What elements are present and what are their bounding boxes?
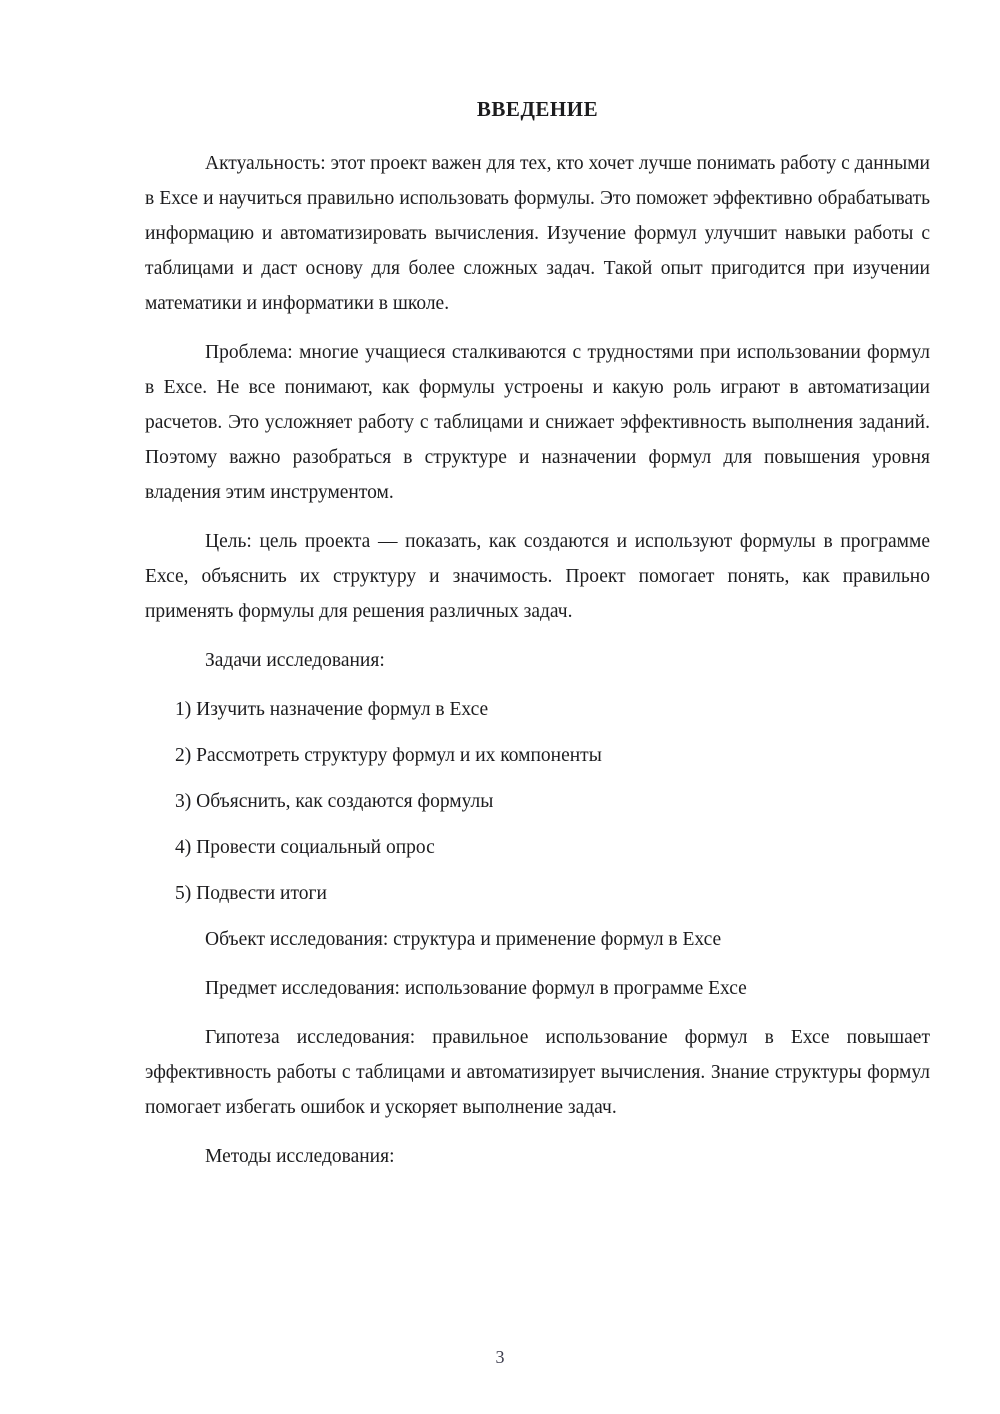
- paragraph-object: Объект исследования: структура и применение формул в Ехсе: [205, 929, 722, 950]
- document-content: [145, 96, 930, 1188]
- paragraph-goal: Цель: цель проекта — показать, как создаются и используют формулы в программе Ехсе, объяснить их структуру и значимость. Проект помогает понять, как правильно применять формулы для решения различных задач.: [145, 531, 930, 622]
- paragraph-relevance: Актуальность: этот проект важен для тех, кто хочет лучше понимать работу с данными в Ехсе и научиться правильно использовать формулы. Это поможет эффективно обрабатывать информацию и автоматизировать вычисления. Изучение формул улучшит навыки работы с таблицами и даст основу для более сложных задач. Такой опыт пригодится при изучении математики и информатики в школе.: [145, 153, 930, 314]
- task-item-4: 4) Провести социальный опрос: [175, 837, 435, 858]
- task-item-3: 3) Объяснить, как создаются формулы: [175, 791, 494, 812]
- page-number: 3: [495, 1347, 505, 1367]
- task-list: [175, 692, 930, 911]
- paragraph-subject: Предмет исследования: использование формул в программе Ехсе: [205, 978, 747, 999]
- paragraph-problem: Проблема: многие учащиеся сталкиваются с трудностями при использовании формул в Ехсе. Не все понимают, как формулы устроены и какую роль играют в автоматизации расчетов. Это усложняет работу с таблицами и снижает эффективность выполнения заданий. Поэтому важно разобраться в структуре и назначении формул для повышения уровня владения этим инструментом.: [145, 342, 930, 503]
- page-title: ВВЕДЕНИЕ: [476, 97, 599, 121]
- task-item-1: 1) Изучить назначение формул в Ехсе: [175, 699, 489, 720]
- tasks-heading: Задачи исследования:: [205, 650, 385, 671]
- methods-heading: Методы исследования:: [205, 1146, 395, 1167]
- task-item-2: 2) Рассмотреть структуру формул и их компоненты: [175, 745, 602, 766]
- paragraph-hypothesis: Гипотеза исследования: правильное использование формул в Ехсе повышает эффективность работы с таблицами и автоматизирует вычисления. Знание структуры формул помогает избегать ошибок и ускоряет выполнение задач.: [145, 1027, 930, 1118]
- task-item-5: 5) Подвести итоги: [175, 883, 327, 904]
